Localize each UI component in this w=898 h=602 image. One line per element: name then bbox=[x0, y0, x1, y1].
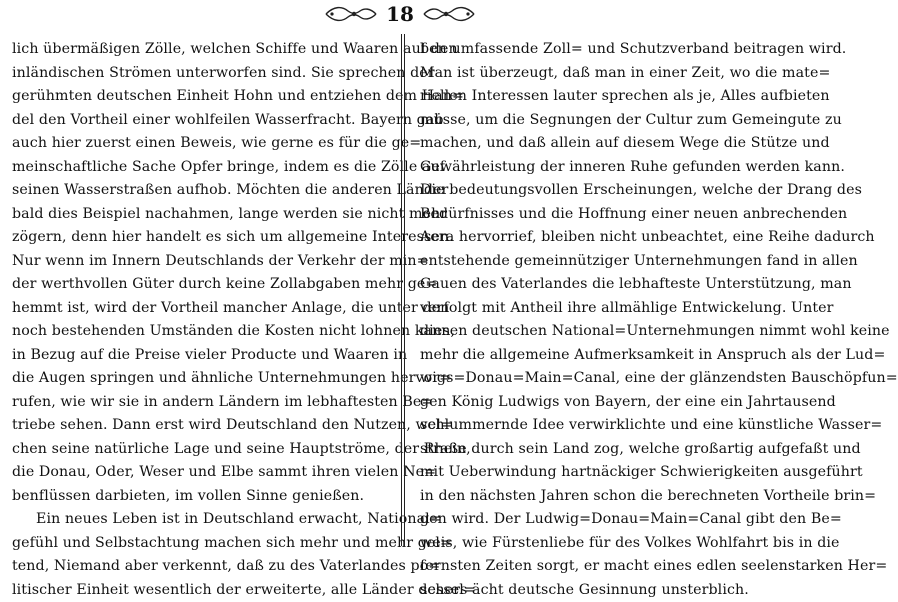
text-line: straße durch sein Land zog, welche großartig aufgefaßt und bbox=[420, 438, 792, 462]
text-line: Aera hervorrief, bleiben nicht unbeachtet, eine Reihe dadurch bbox=[420, 226, 792, 250]
text-line: die Donau, Oder, Weser und Elbe sammt ihren vielen Ne= bbox=[12, 461, 386, 485]
text-line: mehr die allgemeine Aufmerksamkeit in Anspruch als der Lud= bbox=[420, 344, 792, 368]
text-line: lich übermäßigen Zölle, welchen Schiffe und Waaren auf den bbox=[12, 38, 386, 62]
text-line: meinschaftliche Sache Opfer bringe, indem es die Zölle auf bbox=[12, 156, 386, 180]
text-line: Man ist überzeugt, daß man in einer Zeit, wo die mate= bbox=[420, 62, 792, 86]
text-line: wigs=Donau=Main=Canal, eine der glänzendsten Bauschöpfun= bbox=[420, 367, 792, 391]
text-line: Bedürfnisses und die Hoffnung einer neuen anbrechenden bbox=[420, 203, 792, 227]
text-line: gen König Ludwigs von Bayern, der eine ein Jahrtausend bbox=[420, 391, 792, 415]
text-line: litischer Einheit wesentlich der erweiterte, alle Länder dessel= bbox=[12, 579, 386, 602]
text-line: mit Ueberwindung hartnäckiger Schwierigkeiten ausgeführt bbox=[420, 461, 792, 485]
text-line: noch bestehenden Umständen die Kosten nicht lohnen kann, bbox=[12, 320, 386, 344]
text-line: zögern, denn hier handelt es sich um allgemeine Interessen. bbox=[12, 226, 386, 250]
text-line: del den Vortheil einer wohlfeilen Wasserfracht. Bayern gab bbox=[12, 109, 386, 133]
column-divider bbox=[400, 34, 406, 546]
text-line: triebe sehen. Dann erst wird Deutschland den Nutzen, wel= bbox=[12, 414, 386, 438]
text-line: machen, und daß allein auf diesem Wege die Stütze und bbox=[420, 132, 792, 156]
text-line: in den nächsten Jahren schon die berechneten Vortheile brin= bbox=[420, 485, 792, 509]
text-line: ben umfassende Zoll= und Schutzverband beitragen wird. bbox=[420, 38, 792, 62]
text-line: fernsten Zeiten sorgt, er macht eines edlen seelenstarken Her= bbox=[420, 555, 792, 579]
page-number: 18 bbox=[378, 2, 422, 26]
text-line: Nur wenn im Innern Deutschlands der Verkehr der min= bbox=[12, 250, 386, 274]
text-line: gefühl und Selbstachtung machen sich mehr und mehr gel= bbox=[12, 532, 386, 556]
text-line: rufen, wie wir sie in andern Ländern im lebhaftesten Be= bbox=[12, 391, 386, 415]
text-line: inländischen Strömen unterworfen sind. Sie sprechen der bbox=[12, 62, 386, 86]
text-line: müsse, um die Segnungen der Cultur zum Gemeingute zu bbox=[420, 109, 792, 133]
text-line: Gauen des Vaterlandes die lebhafteste Unterstützung, man bbox=[420, 273, 792, 297]
text-line: diesen deutschen National=Unternehmungen nimmt wohl keine bbox=[420, 320, 792, 344]
text-line: gerühmten deutschen Einheit Hohn und entziehen dem Han= bbox=[12, 85, 386, 109]
text-line: gen wird. Der Ludwig=Donau=Main=Canal gibt den Be= bbox=[420, 508, 792, 532]
text-line: weis, wie Fürstenliebe für des Volkes Wohlfahrt bis in die bbox=[420, 532, 792, 556]
text-line: chen seine natürliche Lage und seine Hauptströme, der Rhein, bbox=[12, 438, 386, 462]
text-line: seinen Wasserstraßen aufhob. Möchten die anderen Länder bbox=[12, 179, 386, 203]
left-ornament-icon bbox=[324, 5, 378, 23]
text-line: der werthvollen Güter durch keine Zollabgaben mehr ge= bbox=[12, 273, 386, 297]
text-line: auch hier zuerst einen Beweis, wie gerne es für die ge= bbox=[12, 132, 386, 156]
text-line: benflüssen darbieten, im vollen Sinne genießen. bbox=[12, 485, 386, 509]
text-line: verfolgt mit Antheil ihre allmählige Entwickelung. Unter bbox=[420, 297, 792, 321]
right-text-column bbox=[420, 38, 792, 602]
text-line: schlummernde Idee verwirklichte und eine künstliche Wasser= bbox=[420, 414, 792, 438]
text-line: in Bezug auf die Preise vieler Producte und Waaren in bbox=[12, 344, 386, 368]
text-line: riellen Interessen lauter sprechen als je, Alles aufbieten bbox=[420, 85, 792, 109]
page-header bbox=[0, 2, 800, 26]
right-ornament-icon bbox=[422, 5, 476, 23]
text-line: die Augen springen und ähnliche Unternehmungen hervor= bbox=[12, 367, 386, 391]
text-line: schers ächt deutsche Gesinnung unsterblich. bbox=[420, 579, 792, 602]
text-line: Gewährleistung der inneren Ruhe gefunden werden kann. bbox=[420, 156, 792, 180]
text-line: Die bedeutungsvollen Erscheinungen, welche der Drang des bbox=[420, 179, 792, 203]
text-line: bald dies Beispiel nachahmen, lange werden sie nicht mehr bbox=[12, 203, 386, 227]
text-line: entstehende gemeinnütziger Unternehmungen fand in allen bbox=[420, 250, 792, 274]
text-line: tend, Niemand aber verkennt, daß zu des Vaterlandes po= bbox=[12, 555, 386, 579]
left-text-column bbox=[12, 38, 386, 602]
text-line: hemmt ist, wird der Vortheil mancher Anlage, die unter den bbox=[12, 297, 386, 321]
text-line: Ein neues Leben ist in Deutschland erwacht, National= bbox=[12, 508, 386, 532]
